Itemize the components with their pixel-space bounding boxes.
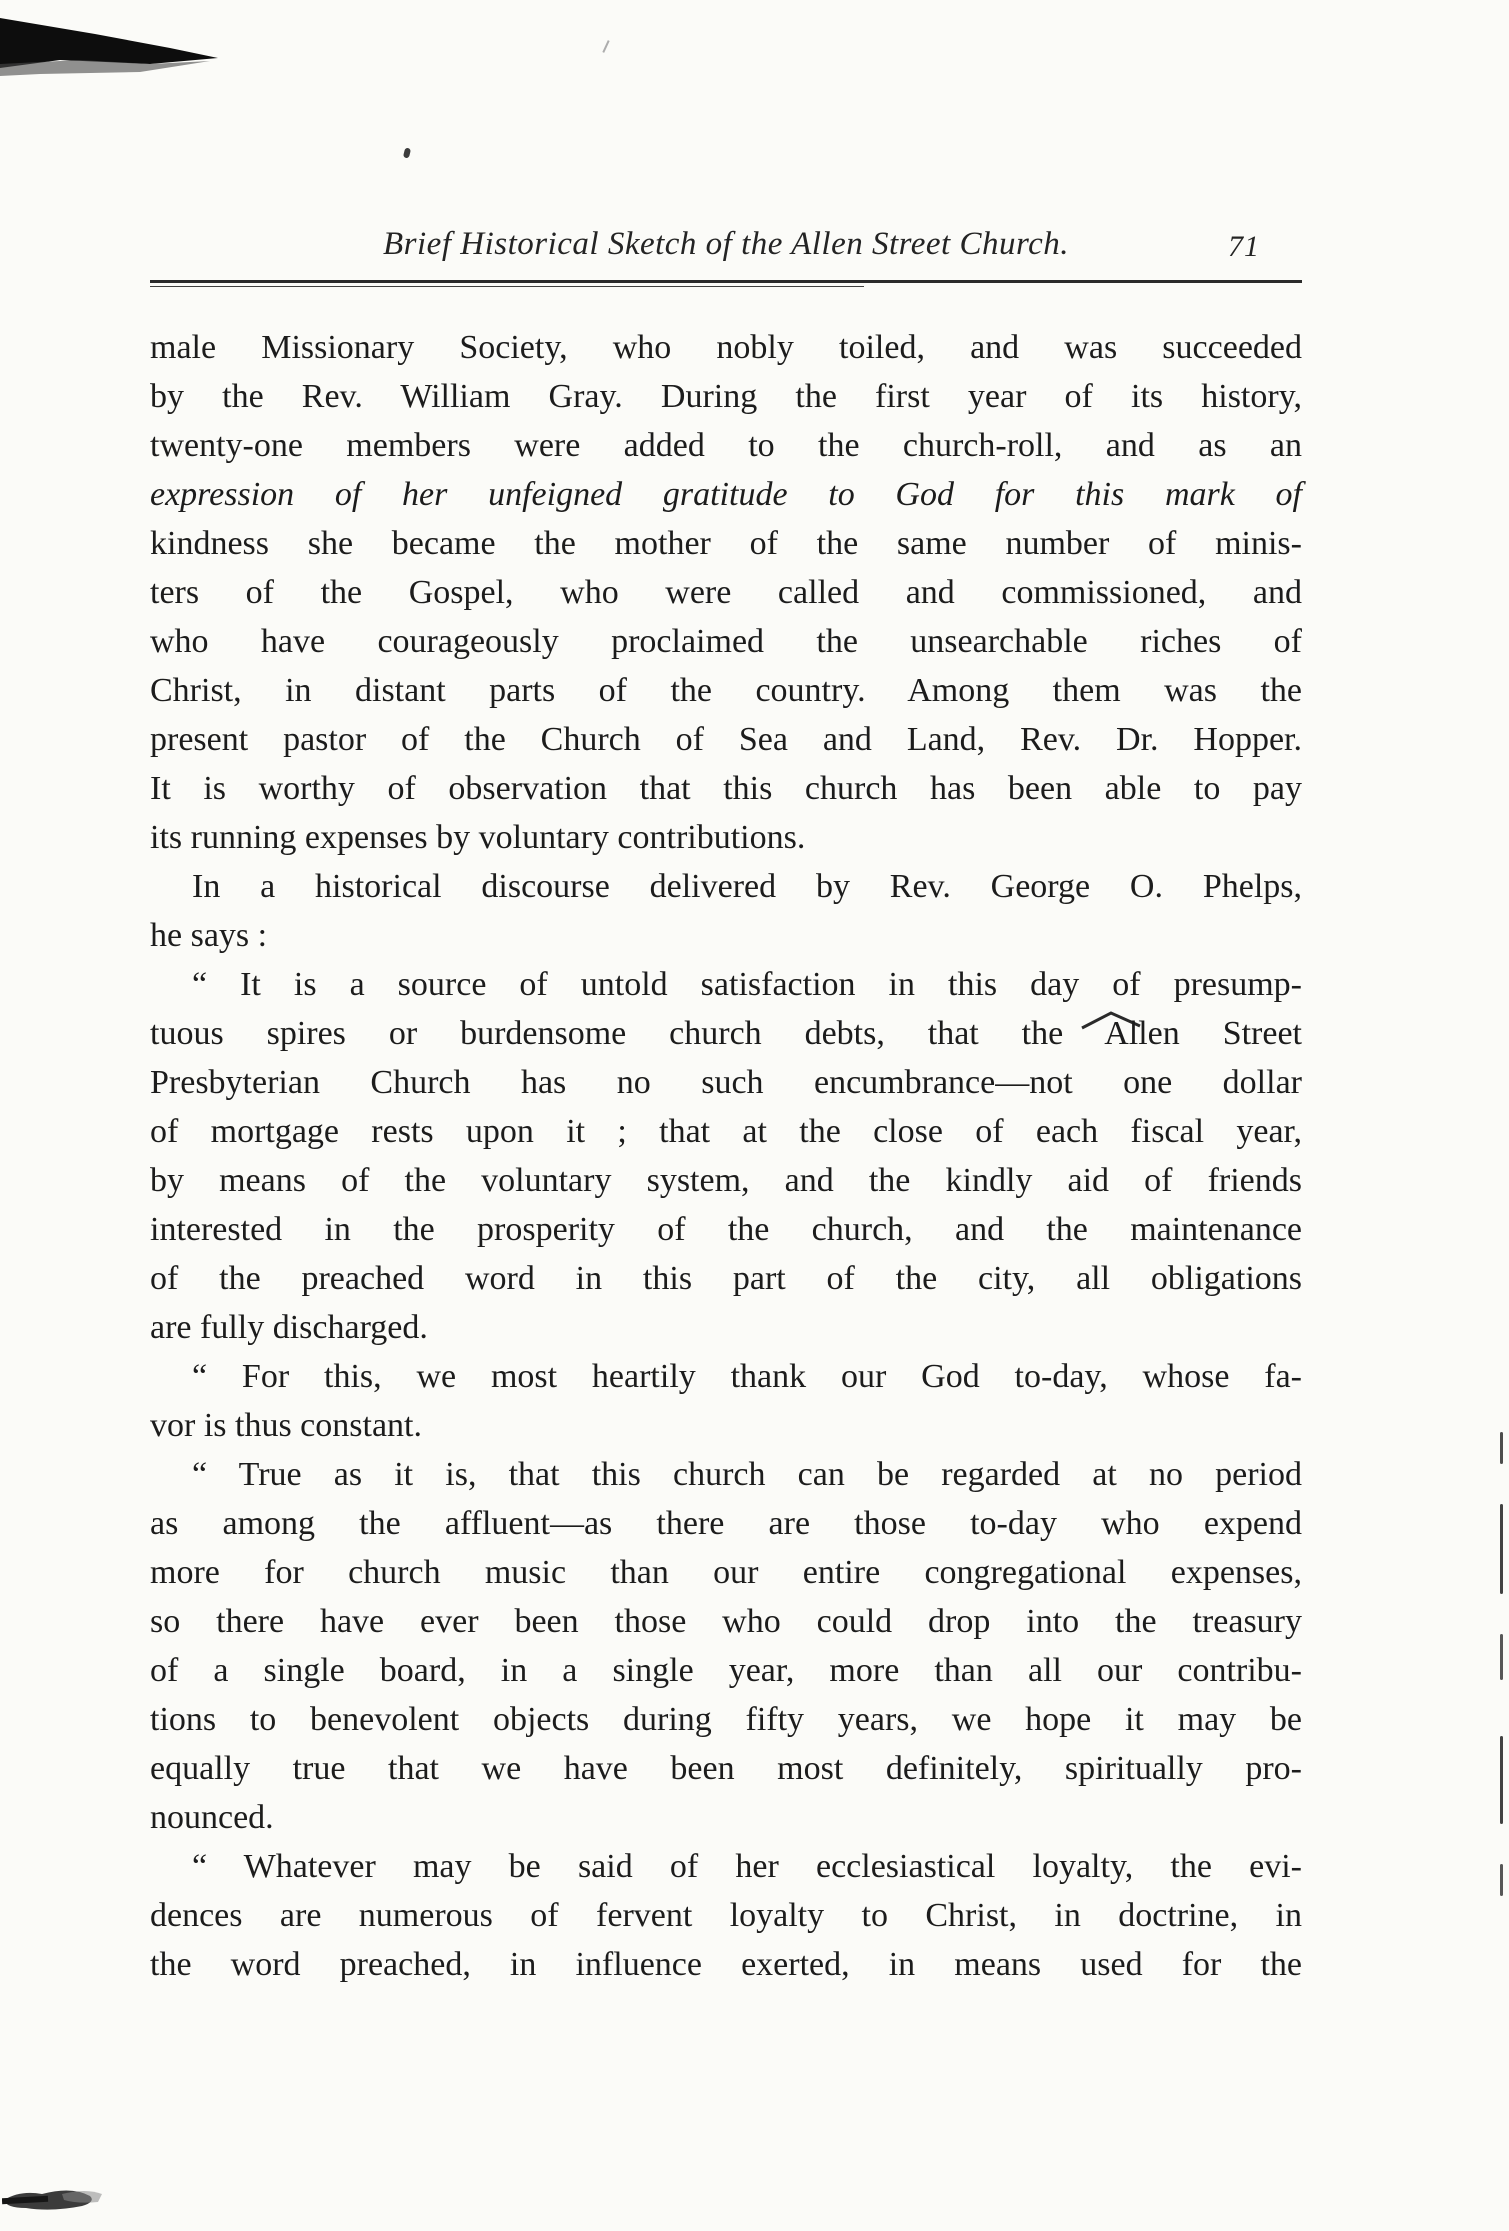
text-line: by the Rev. William Gray. During the first year of its history, bbox=[150, 378, 1302, 415]
page-number: 71 bbox=[1228, 230, 1260, 263]
ink-speck bbox=[403, 147, 411, 158]
page-content bbox=[150, 222, 1302, 1989]
text-line: “ It is a source of untold satisfaction in this day of presump- bbox=[192, 966, 1302, 1003]
text-line: of the preached word in this part of the city, all obligations bbox=[150, 1260, 1302, 1297]
text-line: ters of the Gospel, who were called and commissioned, and bbox=[150, 574, 1302, 611]
text-line: so there have ever been those who could drop into the treasury bbox=[150, 1603, 1302, 1640]
text-line: are fully discharged. bbox=[150, 1309, 428, 1346]
text-line: who have courageously proclaimed the unsearchable riches of bbox=[150, 623, 1302, 660]
text-line: by means of the voluntary system, and the kindly aid of friends bbox=[150, 1162, 1302, 1199]
scan-streak-right bbox=[1500, 1736, 1503, 1824]
text-line: “ Whatever may be said of her ecclesiastical loyalty, the evi- bbox=[192, 1848, 1302, 1885]
text-line: interested in the prosperity of the church, and the maintenance bbox=[150, 1211, 1302, 1248]
text-line: It is worthy of observation that this church has been able to pay bbox=[150, 770, 1302, 807]
text-line: its running expenses by voluntary contributions. bbox=[150, 819, 806, 856]
paragraph bbox=[150, 960, 1302, 1352]
scan-streak-right bbox=[1500, 1634, 1503, 1680]
page-header-title: Brief Historical Sketch of the Allen Street Church. bbox=[383, 226, 1069, 262]
text-line: the word preached, in influence exerted, in means used for the bbox=[150, 1946, 1302, 1983]
text-line: equally true that we have been most definitely, spiritually pro- bbox=[150, 1750, 1302, 1787]
paragraph bbox=[150, 862, 1302, 960]
text-line: twenty-one members were added to the church-roll, and as an bbox=[150, 427, 1302, 464]
text-line: dences are numerous of fervent loyalty to Christ, in doctrine, in bbox=[150, 1897, 1302, 1934]
text-line: nounced. bbox=[150, 1799, 274, 1836]
scan-streak-right bbox=[1500, 1504, 1503, 1594]
scan-scratch-top bbox=[602, 40, 609, 53]
text-line: of a single board, in a single year, more than all our contribu- bbox=[150, 1652, 1302, 1689]
header-rule-bottom-line bbox=[150, 286, 864, 287]
text-line: tuous spires or burdensome church debts, that the Allen Street bbox=[150, 1015, 1302, 1052]
text-line: expression of her unfeigned gratitude to God for this mark of bbox=[150, 476, 1302, 513]
text-line: kindness she became the mother of the same number of minis- bbox=[150, 525, 1302, 562]
paragraph bbox=[150, 1450, 1302, 1842]
body-text bbox=[150, 323, 1302, 1989]
text-line: he says : bbox=[150, 917, 268, 954]
running-header bbox=[150, 222, 1302, 266]
text-line: “ True as it is, that this church can be regarded at no period bbox=[192, 1456, 1302, 1493]
header-rule-top-line bbox=[150, 280, 1302, 283]
scan-streak-right bbox=[1500, 1864, 1503, 1896]
paragraph bbox=[150, 1352, 1302, 1450]
paragraph bbox=[150, 1842, 1302, 1989]
text-line: tions to benevolent objects during fifty years, we hope it may be bbox=[150, 1701, 1302, 1738]
paragraph bbox=[150, 323, 1302, 862]
text-line: as among the affluent—as there are those to-day who expend bbox=[150, 1505, 1302, 1542]
text-line: In a historical discourse delivered by Rev. George O. Phelps, bbox=[192, 868, 1302, 905]
scan-streak-right bbox=[1500, 1432, 1503, 1464]
text-line: present pastor of the Church of Sea and Land, Rev. Dr. Hopper. bbox=[150, 721, 1302, 758]
text-line: Presbyterian Church has no such encumbrance—not one dollar bbox=[150, 1064, 1302, 1101]
text-line: male Missionary Society, who nobly toiled, and was succeeded bbox=[150, 329, 1302, 366]
text-line: Christ, in distant parts of the country. Among them was the bbox=[150, 672, 1302, 709]
ink-smudge-top-left bbox=[0, 8, 230, 82]
text-line: vor is thus constant. bbox=[150, 1407, 422, 1444]
ink-smudge-bottom-left bbox=[2, 2180, 106, 2218]
text-line: more for church music than our entire congregational expenses, bbox=[150, 1554, 1302, 1591]
header-rule bbox=[150, 280, 1302, 287]
text-line: “ For this, we most heartily thank our God to-day, whose fa- bbox=[192, 1358, 1302, 1395]
text-line: of mortgage rests upon it ; that at the close of each fiscal year, bbox=[150, 1113, 1302, 1150]
